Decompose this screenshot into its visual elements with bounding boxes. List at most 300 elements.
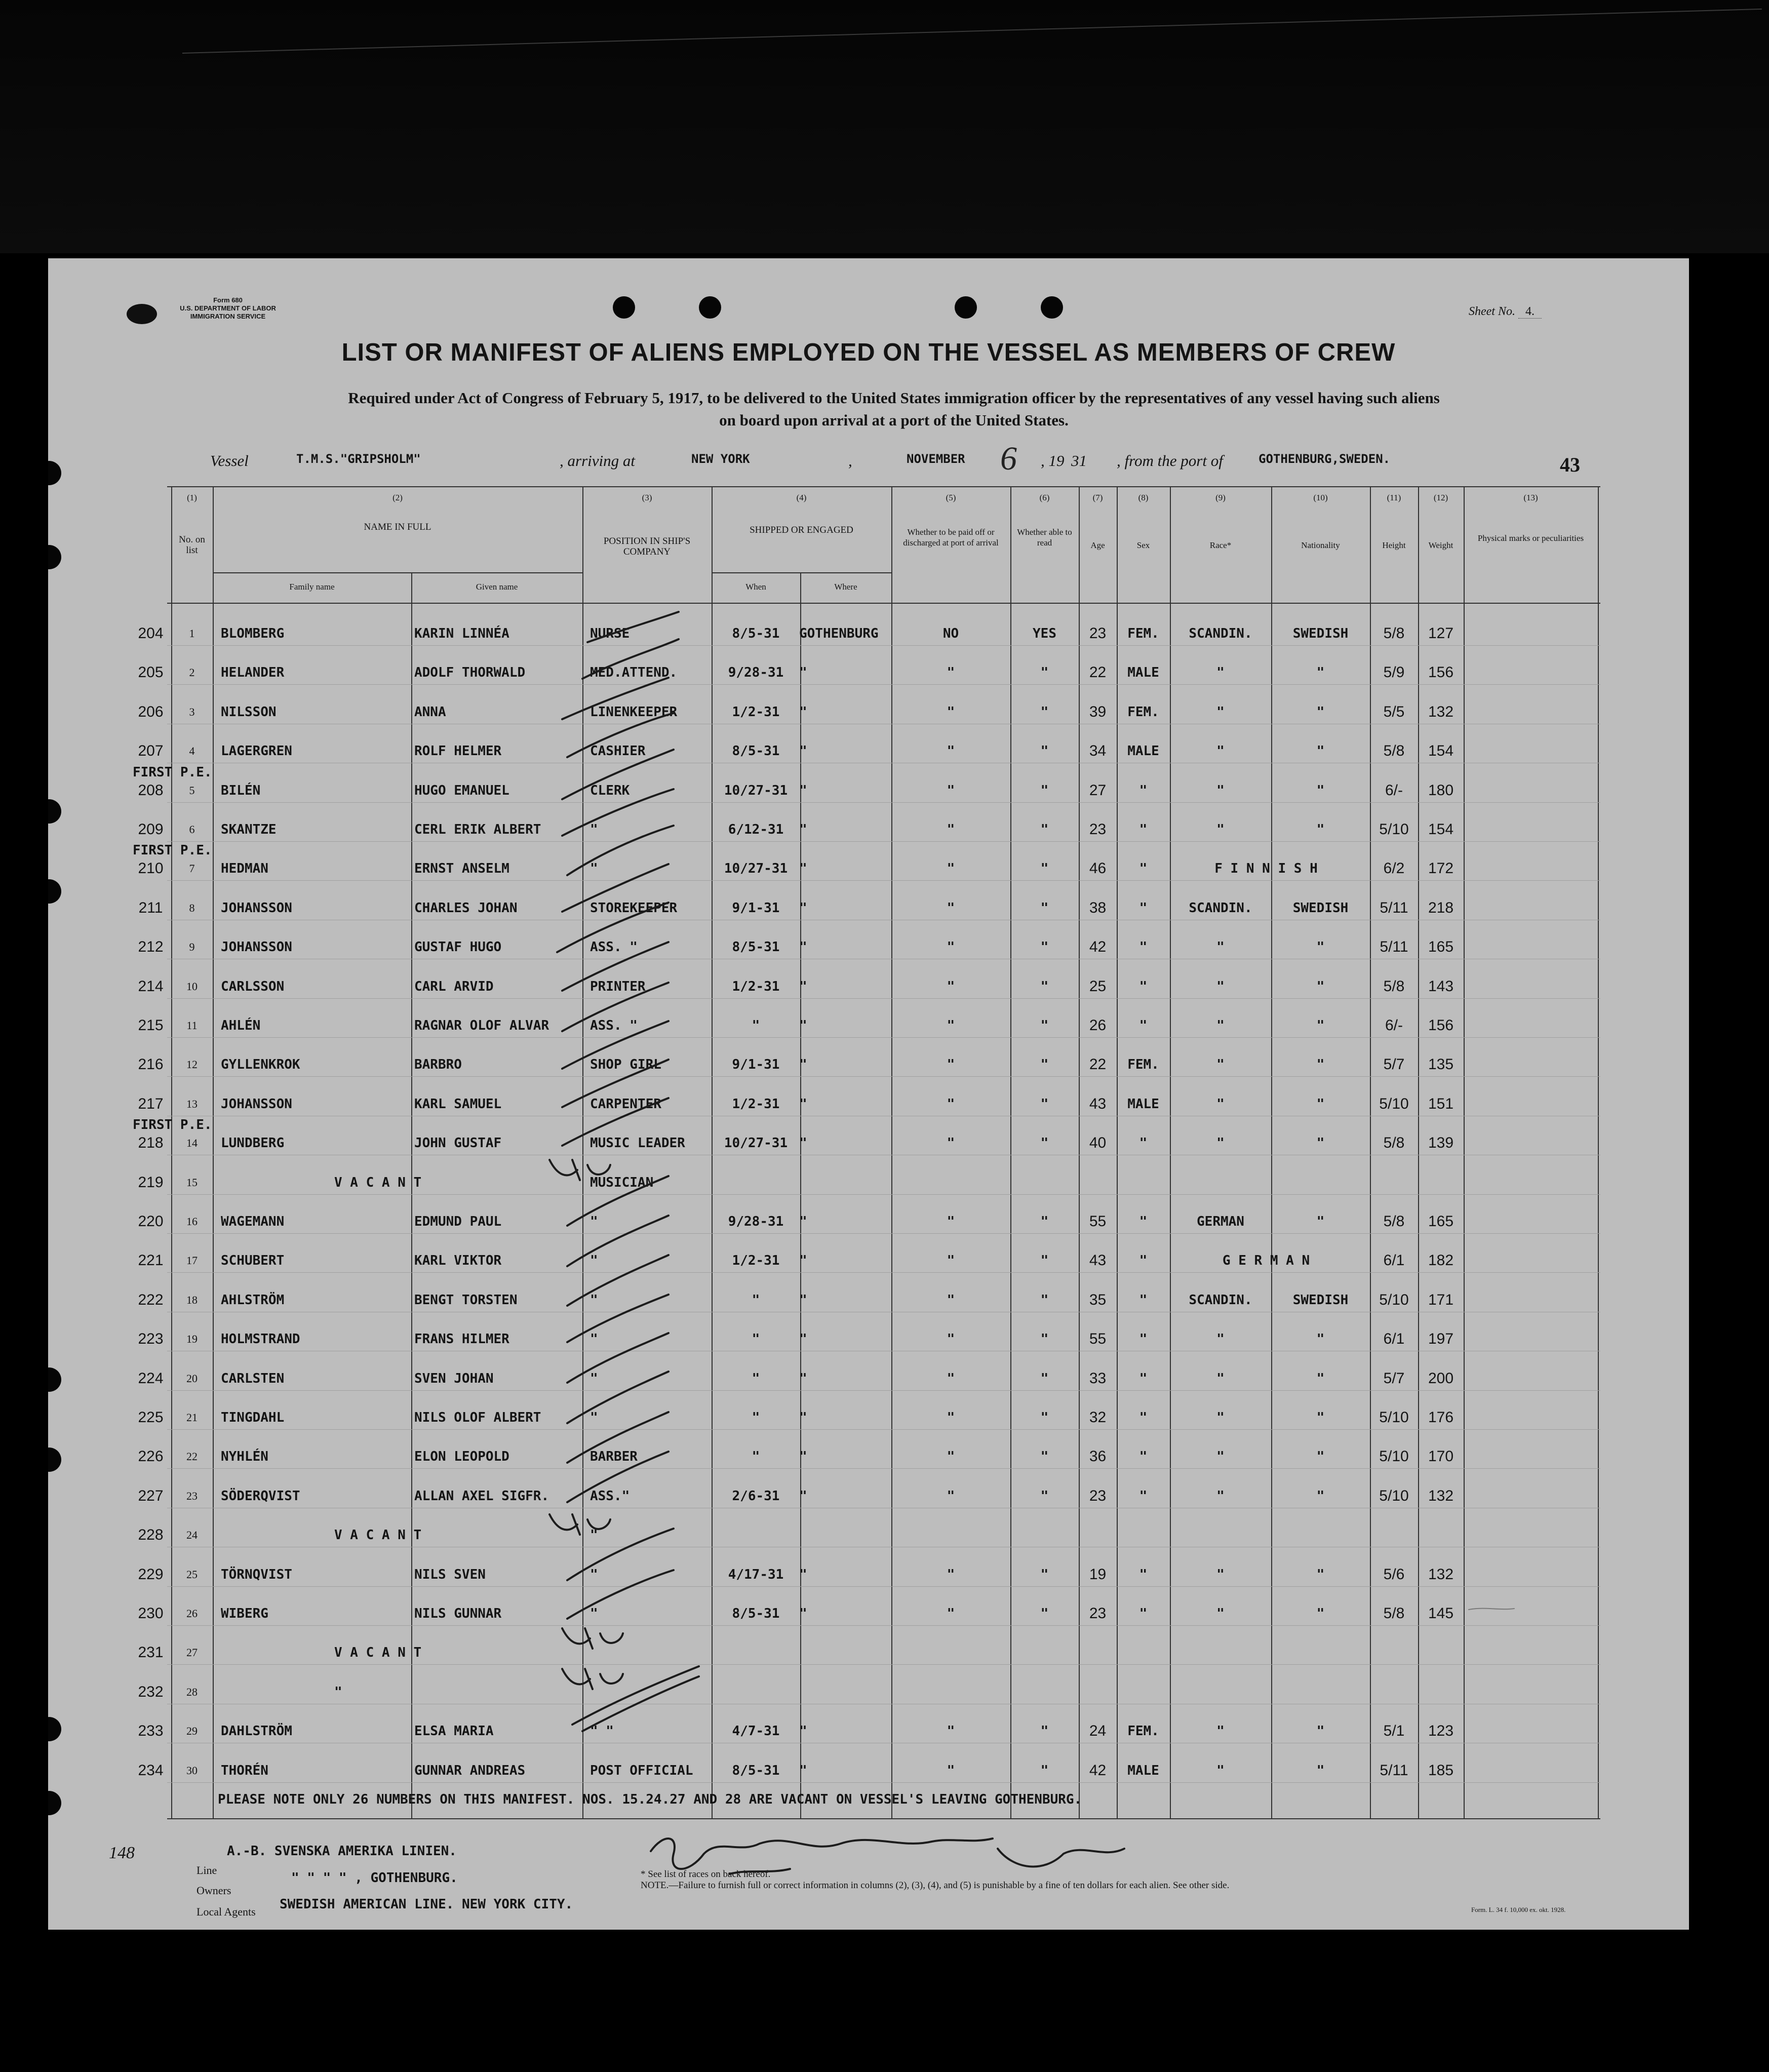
cell-family: SKANTZE [221, 822, 277, 837]
cell-where: " [799, 1293, 807, 1308]
cell-no: 19 [186, 1333, 198, 1345]
cell-family: LUNDBERG [221, 1136, 285, 1151]
cell-height: 5/1 [1383, 1723, 1405, 1739]
cell-given: KARIN LINNÉA [414, 626, 509, 641]
cell-age: 23 [1089, 1605, 1107, 1622]
pen-check-mark [567, 1570, 674, 1619]
cell-paid: " [947, 1293, 955, 1308]
pen-check-mark [562, 678, 669, 719]
col-hdr-family-name: Family name [289, 582, 335, 592]
vessel-label: Vessel [210, 452, 249, 470]
cell-race: " [1216, 744, 1225, 759]
cell-family: DAHLSTRÖM [221, 1724, 292, 1739]
cell-position: SHOP GIRL [590, 1057, 661, 1072]
cell-race: " [1216, 1763, 1225, 1778]
cell-read: " [1040, 1410, 1049, 1425]
cell-age: 40 [1089, 1135, 1107, 1151]
cell-nationality: " [1316, 1449, 1325, 1464]
cell-nationality: " [1316, 665, 1325, 680]
cell-weight: 123 [1428, 1723, 1454, 1739]
initials-mark [562, 1669, 623, 1689]
col-hdr-no-on-list: No. on list [179, 534, 205, 556]
cell-height: 5/9 [1383, 664, 1405, 681]
cell-age: 22 [1089, 1056, 1107, 1073]
cell-sex: MALE [1127, 665, 1159, 680]
cell-height: 5/10 [1379, 821, 1409, 838]
initials-mark [549, 1160, 610, 1180]
cell-height: 5/8 [1383, 742, 1405, 759]
cell-read: " [1040, 901, 1049, 916]
page-number: 43 [1560, 453, 1580, 476]
cell-where: " [799, 822, 807, 837]
col-hdr-nationality: Nationality [1301, 540, 1340, 550]
cell-paid: " [947, 1018, 955, 1033]
cell-race: " [1216, 1057, 1225, 1072]
cell-when: " [752, 1293, 760, 1308]
cell-read: " [1040, 1293, 1049, 1308]
cell-weight: 182 [1428, 1252, 1454, 1269]
cell-nationality: " [1316, 1567, 1325, 1582]
cell-margin: 205 [138, 664, 164, 681]
col-hdr-age: Age [1090, 540, 1105, 550]
cell-when: 6/12-31 [728, 822, 784, 837]
cell-given: CHARLES JOHAN [414, 901, 518, 916]
col-num-3: (3) [642, 493, 652, 502]
cell-race: " [1216, 1097, 1225, 1112]
pen-check-mark [567, 1452, 669, 1502]
cell-sex: " [1139, 861, 1148, 876]
cell-sex: " [1139, 940, 1148, 955]
first-pe-note: FIRST P.E. [133, 843, 212, 858]
side-mark: 148 [109, 1844, 135, 1862]
cell-read: " [1040, 1763, 1049, 1778]
cell-given: JOHN GUSTAF [414, 1136, 502, 1151]
cell-race: SCANDIN. [1189, 1293, 1252, 1308]
signature [651, 1839, 1124, 1874]
cell-no: 4 [189, 745, 195, 757]
cell-paid: " [947, 665, 955, 680]
pen-check-mark [567, 1255, 669, 1306]
cell-position: " [590, 861, 598, 876]
cell-no: 25 [186, 1568, 198, 1581]
cell-read: " [1040, 1332, 1049, 1347]
cell-when: 10/27-31 [724, 783, 788, 798]
cell-family: BILÉN [221, 783, 261, 798]
cell-given: ELSA MARIA [414, 1724, 494, 1739]
cell-paid: NO [942, 626, 959, 641]
cell-no: 27 [186, 1646, 198, 1659]
cell-position: MUSICIAN [590, 1175, 654, 1190]
cell-weight: 156 [1428, 1017, 1454, 1034]
pen-check-mark [562, 789, 674, 836]
cell-sex: " [1139, 979, 1148, 994]
owners-value: " " " " , GOTHENBURG. [291, 1870, 458, 1886]
cell-when: 9/1-31 [732, 901, 780, 916]
cell-given: KARL SAMUEL [414, 1097, 502, 1112]
cell-weight: 170 [1428, 1448, 1454, 1465]
cell-family: JOHANSSON [221, 901, 292, 916]
cell-nationality: " [1316, 822, 1325, 837]
line-label: Line [196, 1864, 217, 1876]
cell-paid: " [947, 1724, 955, 1739]
cell-weight: 154 [1428, 742, 1454, 759]
cell-nationality: " [1316, 1724, 1325, 1739]
cell-weight: 171 [1428, 1292, 1454, 1308]
cell-race-nationality: G E R M A N [1222, 1253, 1310, 1268]
cell-margin: 226 [138, 1448, 164, 1465]
cell-sex: " [1139, 1253, 1148, 1268]
cell-family: AHLSTRÖM [221, 1293, 285, 1308]
cell-when: " [752, 1449, 760, 1464]
pen-check-mark [567, 713, 674, 757]
cell-given: EDMUND PAUL [414, 1214, 502, 1229]
cell-weight: 151 [1428, 1096, 1454, 1112]
cell-read: " [1040, 744, 1049, 759]
col-hdr-weight: Weight [1428, 540, 1453, 550]
cell-weight: 145 [1428, 1605, 1454, 1622]
cell-family: TÖRNQVIST [221, 1567, 292, 1582]
initials-mark [549, 1514, 610, 1535]
cell-vacant: V A C A N T [334, 1175, 422, 1190]
cell-race: " [1216, 705, 1225, 720]
cell-age: 32 [1089, 1409, 1107, 1426]
agents-label: Local Agents [196, 1905, 256, 1918]
cell-no: 11 [186, 1019, 198, 1032]
cell-given: SVEN JOHAN [414, 1371, 494, 1386]
pen-check-mark [572, 1666, 699, 1725]
cell-nationality: " [1316, 1018, 1325, 1033]
cell-paid: " [947, 940, 955, 955]
cell-sex: " [1139, 901, 1148, 916]
cell-sex: " [1139, 822, 1148, 837]
cell-family: TINGDAHL [221, 1410, 285, 1425]
page-title: LIST OR MANIFEST OF ALIENS EMPLOYED ON THE VESSEL AS MEMBERS OF CREW [341, 339, 1396, 366]
cell-margin: 232 [138, 1684, 164, 1700]
cell-position: ASS. " [590, 940, 638, 955]
cell-race: " [1216, 1724, 1225, 1739]
cell-no: 30 [186, 1764, 198, 1777]
cell-margin: 214 [138, 978, 164, 995]
cell-paid: " [947, 1567, 955, 1582]
cell-where: " [799, 979, 807, 994]
cell-position: " [590, 1214, 598, 1229]
cell-age: 23 [1089, 821, 1107, 838]
cell-given: NILS SVEN [414, 1567, 486, 1582]
sheet-number: Sheet No. 4. [1469, 305, 1542, 319]
cell-nationality: " [1316, 940, 1325, 955]
cell-when: " [752, 1410, 760, 1425]
cell-where: " [799, 1018, 807, 1033]
cell-no: 13 [186, 1098, 198, 1110]
cell-age: 46 [1089, 860, 1107, 877]
cell-nationality: " [1316, 1332, 1325, 1347]
cell-position: " [590, 1332, 598, 1347]
cell-race: " [1216, 1567, 1225, 1582]
cell-race: " [1216, 665, 1225, 680]
cell-position: CASHIER [590, 744, 646, 759]
cell-age: 42 [1089, 1762, 1107, 1779]
cell-family: NYHLÉN [221, 1449, 268, 1464]
cell-family: AHLÉN [221, 1018, 261, 1033]
cell-read: " [1040, 861, 1049, 876]
pen-check-mark [562, 864, 669, 912]
col-hdr-height: Height [1382, 540, 1406, 550]
cell-margin: 229 [138, 1566, 164, 1583]
pen-check-mark [567, 1333, 669, 1383]
cell-given: GUSTAF HUGO [414, 940, 502, 955]
cell-no: 12 [186, 1058, 198, 1071]
cell-position: " " [590, 1724, 614, 1739]
cell-family: LAGERGREN [221, 744, 292, 759]
cell-weight: 132 [1428, 1488, 1454, 1504]
cell-family: HOLMSTRAND [221, 1332, 300, 1347]
cell-position: " [590, 1528, 598, 1543]
cell-read: YES [1033, 626, 1056, 641]
cell-sex: MALE [1127, 744, 1159, 759]
cell-margin: 228 [138, 1527, 164, 1543]
pen-check-mark [582, 639, 679, 679]
cell-read: " [1040, 1606, 1049, 1621]
cell-weight: 197 [1428, 1331, 1454, 1347]
cell-paid: " [947, 1214, 955, 1229]
cell-family: CARLSSON [221, 979, 285, 994]
col-hdr-where: Where [834, 582, 857, 592]
cell-paid: " [947, 1489, 955, 1504]
line-value: A.-B. SVENSKA AMERIKA LINIEN. [227, 1844, 457, 1859]
pen-check-mark [562, 750, 674, 799]
cell-age: 55 [1089, 1213, 1107, 1230]
cell-where: GOTHENBURG [799, 626, 879, 641]
cell-when: 9/1-31 [732, 1057, 780, 1072]
cell-race: " [1216, 783, 1225, 798]
cell-race: " [1216, 1136, 1225, 1151]
cell-given: ALLAN AXEL SIGFR. [414, 1489, 549, 1504]
cell-when: 8/5-31 [732, 744, 780, 759]
cell-read: " [1040, 1018, 1049, 1033]
col-hdr-able-to-read: Whether able to read [1017, 527, 1072, 548]
cell-sex: " [1139, 1489, 1148, 1504]
cell-nationality: SWEDISH [1292, 1293, 1349, 1308]
pen-check-mark [567, 1372, 669, 1423]
cell-margin: 216 [138, 1056, 164, 1073]
cell-where: " [799, 1606, 807, 1621]
cell-family: THORÉN [221, 1763, 268, 1778]
cell-where: " [799, 1136, 807, 1151]
cell-nationality: " [1316, 1097, 1325, 1112]
cell-paid: " [947, 1253, 955, 1268]
cell-no: 15 [186, 1176, 198, 1189]
cell-where: " [799, 1332, 807, 1347]
cell-position: " [590, 1253, 598, 1268]
cell-read: " [1040, 822, 1049, 837]
cell-nationality: " [1316, 1410, 1325, 1425]
cell-height: 6/2 [1383, 860, 1405, 877]
cell-no: 21 [186, 1411, 198, 1424]
cell-paid: " [947, 1097, 955, 1112]
cell-no: 16 [186, 1215, 198, 1228]
cell-age: 34 [1089, 742, 1107, 759]
agents-value: SWEDISH AMERICAN LINE. NEW YORK CITY. [280, 1897, 573, 1912]
cell-age: 39 [1089, 703, 1107, 720]
cell-race: " [1216, 940, 1225, 955]
department-name: U.S. DEPARTMENT OF LABOR [180, 304, 276, 312]
col-hdr-sex: Sex [1136, 540, 1150, 550]
cell-weight: 135 [1428, 1056, 1454, 1073]
cell-nationality: SWEDISH [1292, 626, 1349, 641]
cell-where: " [799, 1371, 807, 1386]
cell-paid: " [947, 1057, 955, 1072]
page-subtitle: Required under Act of Congress of February 5, 1917, to be delivered to the United States immigration officer by the representatives of any vessel having such aliens on board upon arrival at a port of the United States. [348, 389, 1440, 429]
pen-check-mark [567, 1412, 669, 1463]
pen-check-mark [562, 1060, 669, 1107]
cell-no: 9 [189, 941, 195, 953]
cell-given: ROLF HELMER [414, 744, 502, 759]
cell-family: CARLSTEN [221, 1371, 285, 1386]
cell-where: " [799, 665, 807, 680]
cell-height: 6/- [1385, 1017, 1403, 1034]
cell-when: 10/27-31 [724, 861, 788, 876]
cell-margin: 234 [138, 1762, 164, 1779]
cell-sex: " [1139, 1136, 1148, 1151]
cell-where: " [799, 861, 807, 876]
cell-margin: 227 [138, 1488, 164, 1504]
cell-where: " [799, 1489, 807, 1504]
cell-given: KARL VIKTOR [414, 1253, 502, 1268]
cell-height: 5/7 [1383, 1056, 1405, 1073]
cell-position: " [590, 1567, 598, 1582]
service-name: IMMIGRATION SERVICE [190, 312, 266, 320]
cell-no: 14 [186, 1137, 198, 1149]
cell-read: " [1040, 1097, 1049, 1112]
from-label: , from the port of [1117, 452, 1223, 470]
cell-race: " [1216, 979, 1225, 994]
cell-read: " [1040, 1253, 1049, 1268]
cell-weight: 154 [1428, 821, 1454, 838]
cell-height: 5/11 [1380, 900, 1408, 916]
cell-margin: 224 [138, 1370, 164, 1387]
cell-position: " [590, 822, 598, 837]
cell-given: ERNST ANSELM [414, 861, 509, 876]
cell-read: " [1040, 940, 1049, 955]
first-pe-note: FIRST P.E. [133, 1117, 212, 1132]
cell-family: SCHUBERT [221, 1253, 285, 1268]
pen-check-mark [582, 1676, 699, 1731]
cell-race: " [1216, 1410, 1225, 1425]
cell-race: " [1216, 1018, 1225, 1033]
cell-position: CARPENTER [590, 1097, 661, 1112]
col-num-1: (1) [187, 493, 197, 502]
cell-where: " [799, 1253, 807, 1268]
pen-check-mark [587, 612, 679, 642]
cell-nationality: " [1316, 744, 1325, 759]
cell-age: 43 [1089, 1096, 1107, 1112]
manifest-note: PLEASE NOTE ONLY 26 NUMBERS ON THIS MANIFEST. NOS. 15.24.27 AND 28 ARE VACANT ON VESSEL'S LEAVING GOTHENBURG. [218, 1792, 1082, 1807]
cell-nationality: " [1316, 783, 1325, 798]
year-prefix: , 19 [1041, 452, 1065, 470]
col-hdr-shipped: SHIPPED OR ENGAGED [750, 525, 853, 535]
cell-position: MUSIC LEADER [590, 1136, 685, 1151]
cell-no: 17 [186, 1254, 198, 1267]
cell-nationality: " [1316, 979, 1325, 994]
form-number: Form. L. 34 f. 10,000 ex. okt. 1928. [1471, 1906, 1566, 1913]
col-num-7: (7) [1092, 493, 1103, 502]
cell-where: " [799, 1567, 807, 1582]
col-hdr-given-name: Given name [476, 582, 518, 592]
cell-paid: " [947, 1449, 955, 1464]
cell-position: " [590, 1410, 598, 1425]
cell-sex: " [1139, 1449, 1148, 1464]
cell-age: 38 [1089, 900, 1107, 916]
cell-no: 22 [186, 1450, 198, 1463]
cell-given: CERL ERIK ALBERT [414, 822, 541, 837]
pen-check-mark [567, 1529, 674, 1580]
cell-no: 6 [189, 823, 195, 836]
pen-check-mark [562, 983, 669, 1031]
cell-when: 8/5-31 [732, 940, 780, 955]
cell-family: HEDMAN [221, 861, 268, 876]
cell-read: " [1040, 705, 1049, 720]
cell-when: 1/2-31 [732, 979, 780, 994]
cell-height: 5/8 [1383, 1605, 1405, 1622]
cell-given: FRANS HILMER [414, 1332, 509, 1347]
cell-family: GYLLENKROK [221, 1057, 300, 1072]
cell-no: 26 [186, 1607, 198, 1620]
cell-given: CARL ARVID [414, 979, 494, 994]
cell-paid: " [947, 901, 955, 916]
cell-position: PRINTER [590, 979, 646, 994]
cell-where: " [799, 705, 807, 720]
cell-when: 1/2-31 [732, 1253, 780, 1268]
pen-check-mark [567, 1216, 669, 1266]
cell-given: HUGO EMANUEL [414, 783, 509, 798]
cell-where: " [799, 1214, 807, 1229]
cell-read: " [1040, 979, 1049, 994]
year-suffix: 31 [1071, 452, 1087, 470]
cell-nationality: " [1316, 1606, 1325, 1621]
cell-no: 18 [186, 1294, 198, 1306]
cell-race: " [1216, 1449, 1225, 1464]
first-pe-note: FIRST P.E. [133, 765, 212, 780]
cell-age: 36 [1089, 1448, 1107, 1465]
cell-where: " [799, 1097, 807, 1112]
cell-margin: 218 [138, 1135, 164, 1151]
cell-where: " [799, 1449, 807, 1464]
cell-weight: 165 [1428, 939, 1454, 955]
cell-given: ADOLF THORWALD [414, 665, 526, 680]
cell-when: 8/5-31 [732, 1763, 780, 1778]
col-num-11: (11) [1387, 493, 1401, 502]
cell-paid: " [947, 861, 955, 876]
cell-no: 7 [189, 862, 195, 875]
cell-no: 29 [186, 1725, 198, 1737]
cell-margin: 233 [138, 1723, 164, 1739]
cell-height: 5/8 [1383, 1135, 1405, 1151]
cell-nationality: " [1316, 705, 1325, 720]
arrival-day: 6 [1000, 440, 1017, 477]
cell-family: BLOMBERG [221, 626, 285, 641]
cell-when: 4/17-31 [728, 1567, 784, 1582]
cell-no: 28 [186, 1686, 198, 1698]
cell-weight: 127 [1428, 625, 1454, 642]
col-hdr-marks: Physical marks or peculiarities [1477, 533, 1584, 543]
cell-no: 5 [189, 784, 195, 797]
cell-family: HELANDER [221, 665, 285, 680]
cell-paid: " [947, 822, 955, 837]
cell-no: 3 [189, 706, 195, 718]
cell-height: 5/10 [1379, 1292, 1409, 1308]
cell-no: 23 [186, 1490, 198, 1502]
cell-sex: " [1139, 1567, 1148, 1582]
